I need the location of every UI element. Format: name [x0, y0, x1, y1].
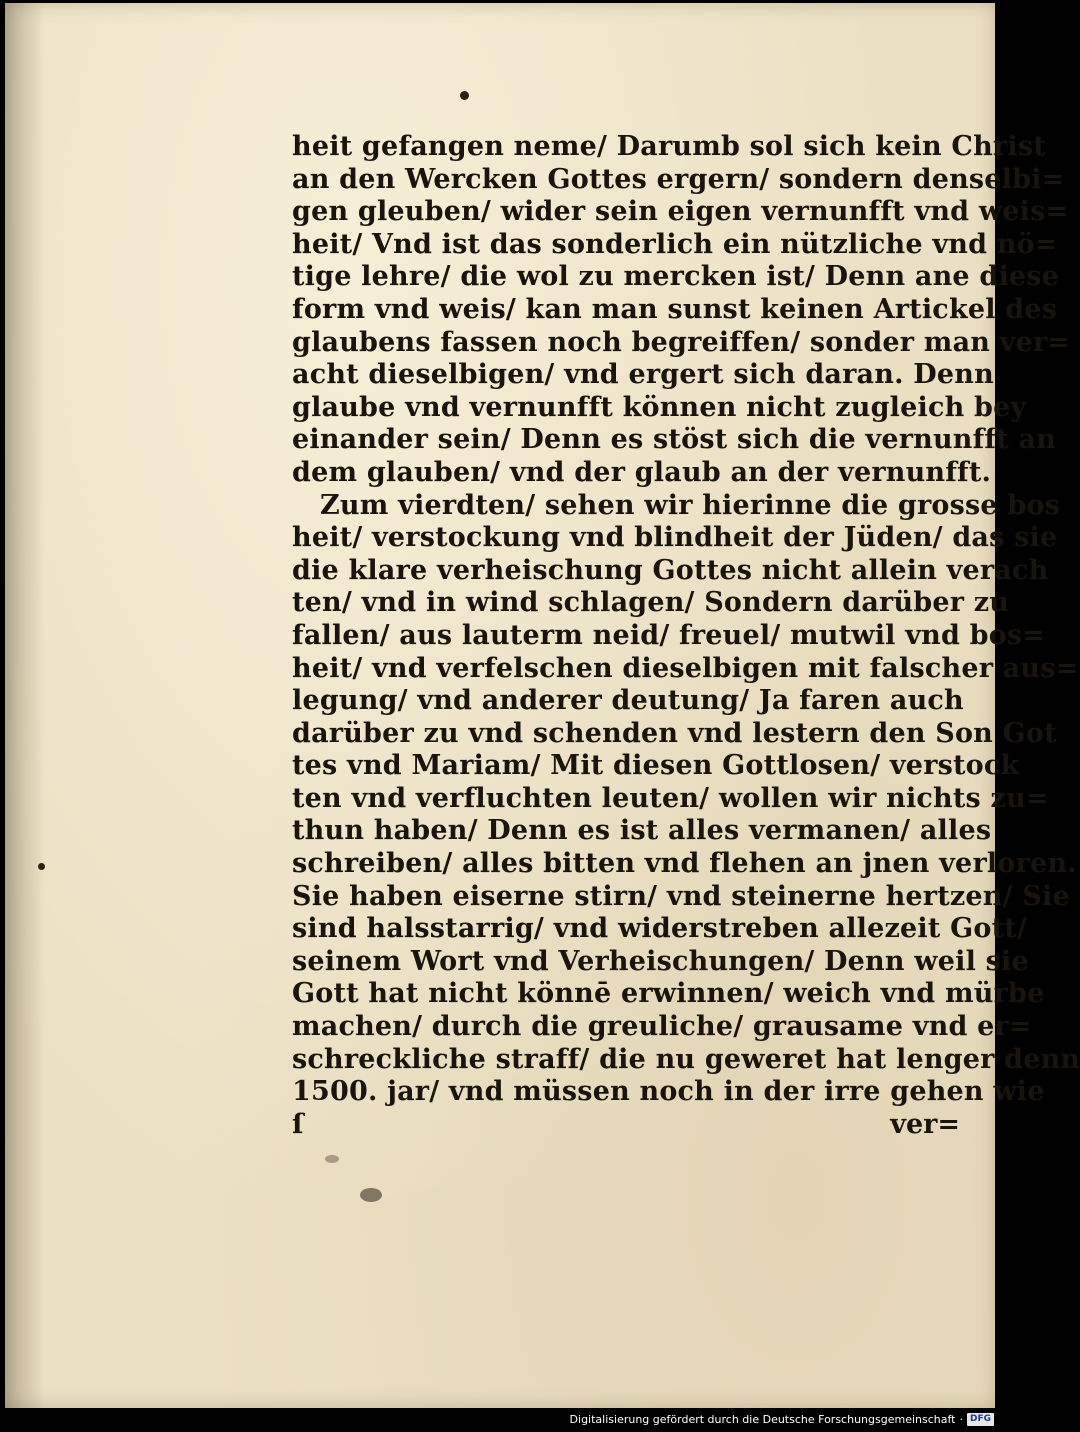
dfg-logo-icon: DFG	[967, 1413, 994, 1426]
text-line: heit gefangen neme/ Darumb sol sich kein Christ	[292, 131, 1046, 162]
ink-smudge	[360, 1188, 382, 1202]
text-line: an den Wercken Gottes ergern/ sondern denselbi=	[292, 163, 1065, 195]
text-line: glaubens fassen noch begreiffen/ sonder man ver=	[292, 326, 1071, 358]
text-line: machen/ durch die greuliche/ grausame vnd er=	[292, 1011, 1032, 1043]
text-line: sind halsstarrig/ vnd widerstreben allezeit Gott/	[292, 913, 1028, 945]
text-line: schreiben/ alles bitten vnd flehen an jnen verloren.	[292, 848, 1077, 880]
text-line: glaube vnd vernunfft können nicht zugleich bey	[292, 391, 1027, 423]
text-line: fallen/ aus lauterm neid/ freuel/ mutwil vnd bos=	[292, 619, 1046, 651]
book-page	[5, 3, 1080, 1408]
text-line: legung/ vnd anderer deutung/ Ja faren auch	[292, 685, 964, 717]
text-line: Zum vierdten/ sehen wir hierinne die grosse bos	[320, 489, 1061, 521]
text-line: darüber zu vnd schenden vnd lestern den Son Got	[292, 717, 1057, 749]
footer	[570, 1410, 994, 1428]
footer-credit: Digitalisierung gefördert durch die Deutsche Forschungsgemeinschaft	[569, 1412, 956, 1426]
ink-smudge	[325, 1155, 339, 1163]
text-line: schreckliche straff/ die nu geweret hat lenger denn	[292, 1043, 1080, 1075]
text-line: acht dieselbigen/ vnd ergert sich daran. Denn	[292, 359, 994, 391]
text-block	[292, 131, 1080, 1141]
catchword: ver=	[890, 1108, 960, 1140]
text-line: form vnd weis/ kan man sunst keinen Artickel des	[292, 293, 1058, 325]
text-line: Gott hat nicht könnē erwinnen/ weich vnd mürbe	[292, 978, 1045, 1010]
footer-separator: ·	[959, 1412, 963, 1426]
gutter-shadow	[5, 3, 45, 1408]
text-line: heit/ vnd verfelschen dieselbigen mit falscher aus=	[292, 652, 1079, 684]
text-line: tige lehre/ die wol zu mercken ist/ Denn ane diese	[292, 261, 1060, 293]
text-line: die klare verheischung Gottes nicht allein verach	[292, 554, 1049, 586]
catch-row	[292, 1109, 960, 1142]
ink-spot	[38, 863, 45, 870]
text-line: einander sein/ Denn es stöst sich die vernunfft an	[292, 424, 1057, 456]
text-line: dem glauben/ vnd der glaub an der vernunfft.	[292, 456, 992, 488]
signature-mark: ſ	[292, 1108, 304, 1140]
text-line: ten/ vnd in wind schlagen/ Sondern darüber zu	[292, 587, 1010, 619]
text-line: seinem Wort vnd Verheischungen/ Denn weil sie	[292, 945, 1029, 977]
text-line: gen gleuben/ wider sein eigen vernunfft vnd weis=	[292, 196, 1069, 228]
text-line: tes vnd Mariam/ Mit diesen Gottlosen/ verstock	[292, 750, 1020, 782]
text-line: 1500. jar/ vnd müssen noch in der irre gehen wie	[292, 1076, 1045, 1108]
text-line: heit/ Vnd ist das sonderlich ein nützliche vnd nö=	[292, 228, 1058, 260]
text-line: heit/ verstockung vnd blindheit der Jüden/ das sie	[292, 522, 1058, 554]
text-line: thun haben/ Denn es ist alles vermanen/ alles	[292, 815, 992, 847]
text-line: ten vnd verfluchten leuten/ wollen wir nichts zu=	[292, 782, 1049, 814]
text-line: Sie haben eiserne stirn/ vnd steinerne hertzen/ Sie	[292, 880, 1070, 912]
ink-spot	[460, 91, 469, 100]
